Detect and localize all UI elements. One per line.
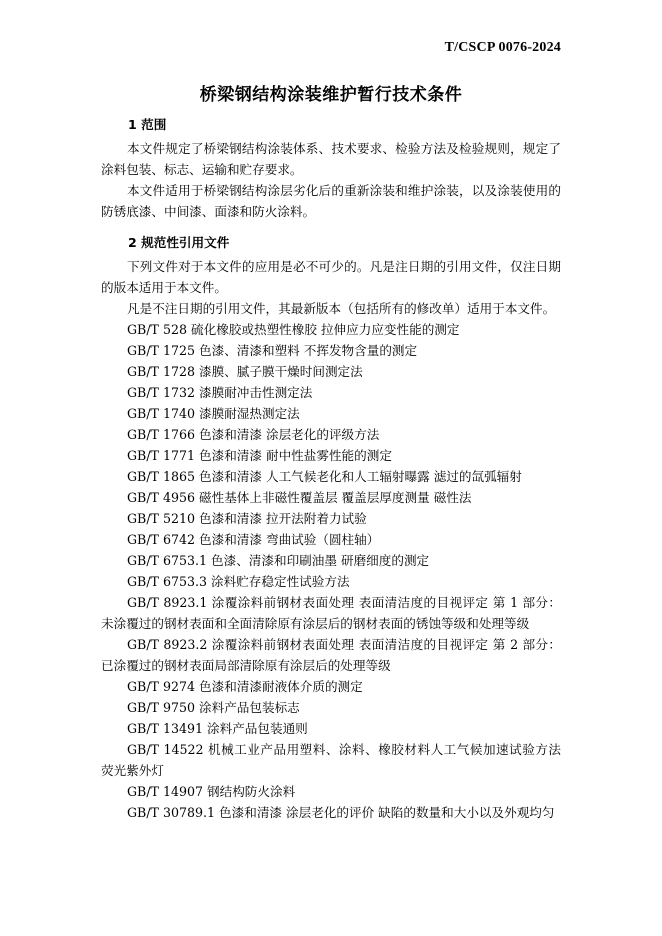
reference-item: GB/T 13491 涂料产品包装通则 bbox=[127, 721, 308, 736]
reference-item: GB/T 9274 色漆和清漆耐液体介质的测定 bbox=[127, 679, 363, 694]
reference-item: GB/T 1771 色漆和清漆 耐中性盐雾性能的测定 bbox=[127, 448, 392, 463]
reference-item: GB/T 4956 磁性基体上非磁性覆盖层 覆盖层厚度测量 磁性法 bbox=[127, 490, 472, 505]
reference-item: GB/T 6742 色漆和清漆 弯曲试验（圆柱轴） bbox=[127, 532, 380, 547]
reference-item: GB/T 14907 钢结构防火涂料 bbox=[127, 784, 296, 799]
reference-item: GB/T 8923.2 涂覆涂料前钢材表面处理 表面清洁度的目视评定 第 2 部分：已涂覆过的钢材表面局部清除原有涂层后的处理等级 bbox=[101, 637, 561, 673]
reference-item: GB/T 1728 漆膜、腻子膜干燥时间测定法 bbox=[127, 364, 363, 379]
document-body bbox=[101, 114, 561, 823]
reference-item: GB/T 9750 涂料产品包装标志 bbox=[127, 700, 300, 715]
reference-item: GB/T 6753.1 色漆、清漆和印刷油墨 研磨细度的测定 bbox=[127, 553, 430, 568]
section-1-heading: 1 范围 bbox=[128, 117, 167, 132]
section-2-paragraph: 凡是不注日期的引用文件，其最新版本（包括所有的修改单）适用于本文件。 bbox=[127, 301, 556, 316]
reference-item: GB/T 5210 色漆和清漆 拉开法附着力试验 bbox=[127, 511, 367, 526]
reference-item: GB/T 1740 漆膜耐湿热测定法 bbox=[127, 406, 300, 421]
reference-item: GB/T 1725 色漆、清漆和塑料 不挥发物含量的测定 bbox=[127, 343, 418, 358]
reference-item: GB/T 528 硫化橡胶或热塑性橡胶 拉伸应力应变性能的测定 bbox=[127, 322, 460, 337]
standard-code: T/CSCP 0076-2024 bbox=[444, 40, 561, 55]
section-2-heading: 2 规范性引用文件 bbox=[128, 235, 230, 250]
reference-item: GB/T 14522 机械工业产品用塑料、涂料、橡胶材料人工气候加速试验方法 荧光紫外灯 bbox=[101, 742, 561, 778]
reference-list bbox=[101, 319, 561, 823]
reference-item: GB/T 1732 漆膜耐冲击性测定法 bbox=[127, 385, 313, 400]
reference-item: GB/T 6753.3 涂料贮存稳定性试验方法 bbox=[127, 574, 350, 589]
reference-item: GB/T 1766 色漆和清漆 涂层老化的评级方法 bbox=[127, 427, 380, 442]
section-1-paragraph: 本文件适用于桥梁钢结构涂层劣化后的重新涂装和维护涂装，以及涂装使用的防锈底漆、中间漆、面漆和防火涂料。 bbox=[101, 183, 561, 219]
document-title: 桥梁钢结构涂装维护暂行技术条件 bbox=[199, 85, 463, 105]
section-1-paragraph: 本文件规定了桥梁钢结构涂装体系、技术要求、检验方法及检验规则，规定了涂料包装、标志、运输和贮存要求。 bbox=[101, 141, 561, 177]
reference-item: GB/T 8923.1 涂覆涂料前钢材表面处理 表面清洁度的目视评定 第 1 部分：未涂覆过的钢材表面和全面清除原有涂层后的钢材表面的锈蚀等级和处理等级 bbox=[101, 595, 561, 631]
reference-item: GB/T 1865 色漆和清漆 人工气候老化和人工辐射曝露 滤过的氙弧辐射 bbox=[127, 469, 522, 484]
reference-item: GB/T 30789.1 色漆和清漆 涂层老化的评价 缺陷的数量和大小以及外观均匀 bbox=[127, 805, 555, 820]
section-2-paragraph: 下列文件对于本文件的应用是必不可少的。凡是注日期的引用文件，仅注日期的版本适用于本文件。 bbox=[101, 259, 561, 295]
